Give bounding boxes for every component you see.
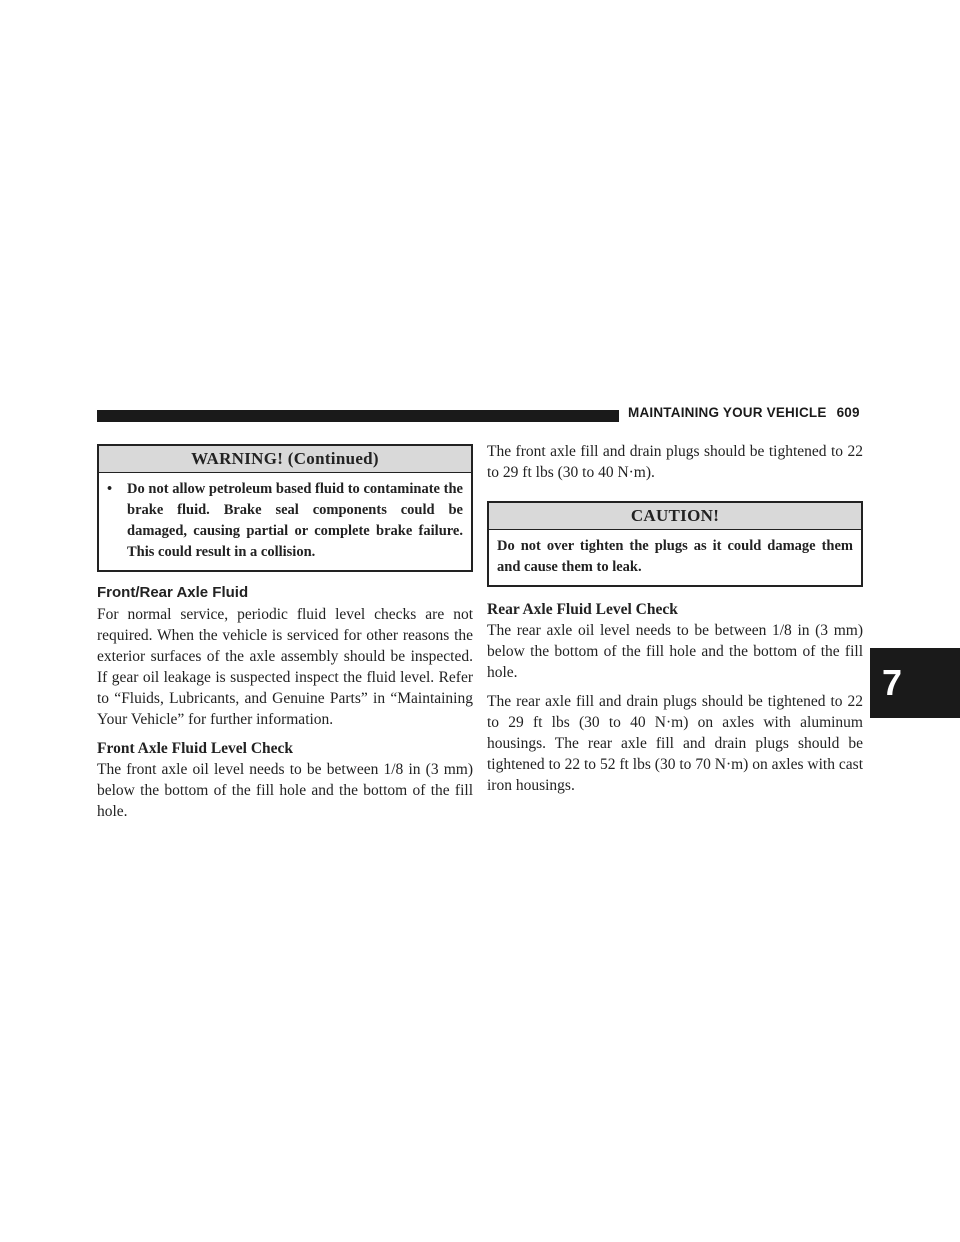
caution-box [487, 501, 863, 587]
front-axle-paragraph: The front axle oil level needs to be between 1/8 in (3 mm) below the bottom of the fill hole and the bottom of the fill hole. [97, 761, 473, 820]
warning-text: Do not allow petroleum based fluid to contaminate the brake fluid. Brake seal components could be damaged, causing partial or complete brake failure. This could result in a collision. [127, 481, 463, 560]
caution-text: Do not over tighten the plugs as it could damage them and cause them to leak. [497, 538, 853, 575]
warning-box [97, 444, 473, 572]
front-plugs-paragraph: The front axle fill and drain plugs should be tightened to 22 to 29 ft lbs (30 to 40 N·m). [487, 443, 863, 481]
section-paragraph: For normal service, periodic fluid level checks are not required. When the vehicle is serviced for other reasons the exterior surfaces of the axle assembly should be inspected. If gear oil leakage is suspected inspect the fluid level. Refer to “Fluids, Lubricants, and Genuine Parts” in “Maintaining Your Vehicle” for further information. [97, 606, 473, 728]
warning-title: WARNING! (Continued) [99, 446, 471, 473]
chapter-tab: 7 [870, 648, 960, 718]
right-column [487, 441, 863, 796]
caution-title: CAUTION! [489, 503, 861, 530]
left-column [97, 444, 473, 822]
section-title: MAINTAINING YOUR VEHICLE [628, 405, 827, 420]
section-heading: Front/Rear Axle Fluid [97, 584, 249, 601]
rear-axle-paragraph: The rear axle oil level needs to be between 1/8 in (3 mm) below the bottom of the fill hole and the bottom of the fill hole. [487, 622, 863, 681]
warning-body [99, 473, 471, 570]
bullet-icon: • [107, 481, 113, 497]
rear-axle-heading: Rear Axle Fluid Level Check [487, 601, 678, 618]
front-axle-heading: Front Axle Fluid Level Check [97, 740, 294, 757]
warning-bullet-item [107, 479, 463, 563]
header-rule [97, 410, 619, 422]
page-number: 609 [836, 405, 860, 420]
rear-plugs-paragraph: The rear axle fill and drain plugs should be tightened to 22 to 29 ft lbs (30 to 40 N·m) on axles with aluminum housings. The rear axle fill and drain plugs should be tightened to 22 to 52 ft lbs (30 to 70 N·m) on axles with cast iron housings. [487, 693, 863, 794]
running-header [628, 405, 860, 420]
